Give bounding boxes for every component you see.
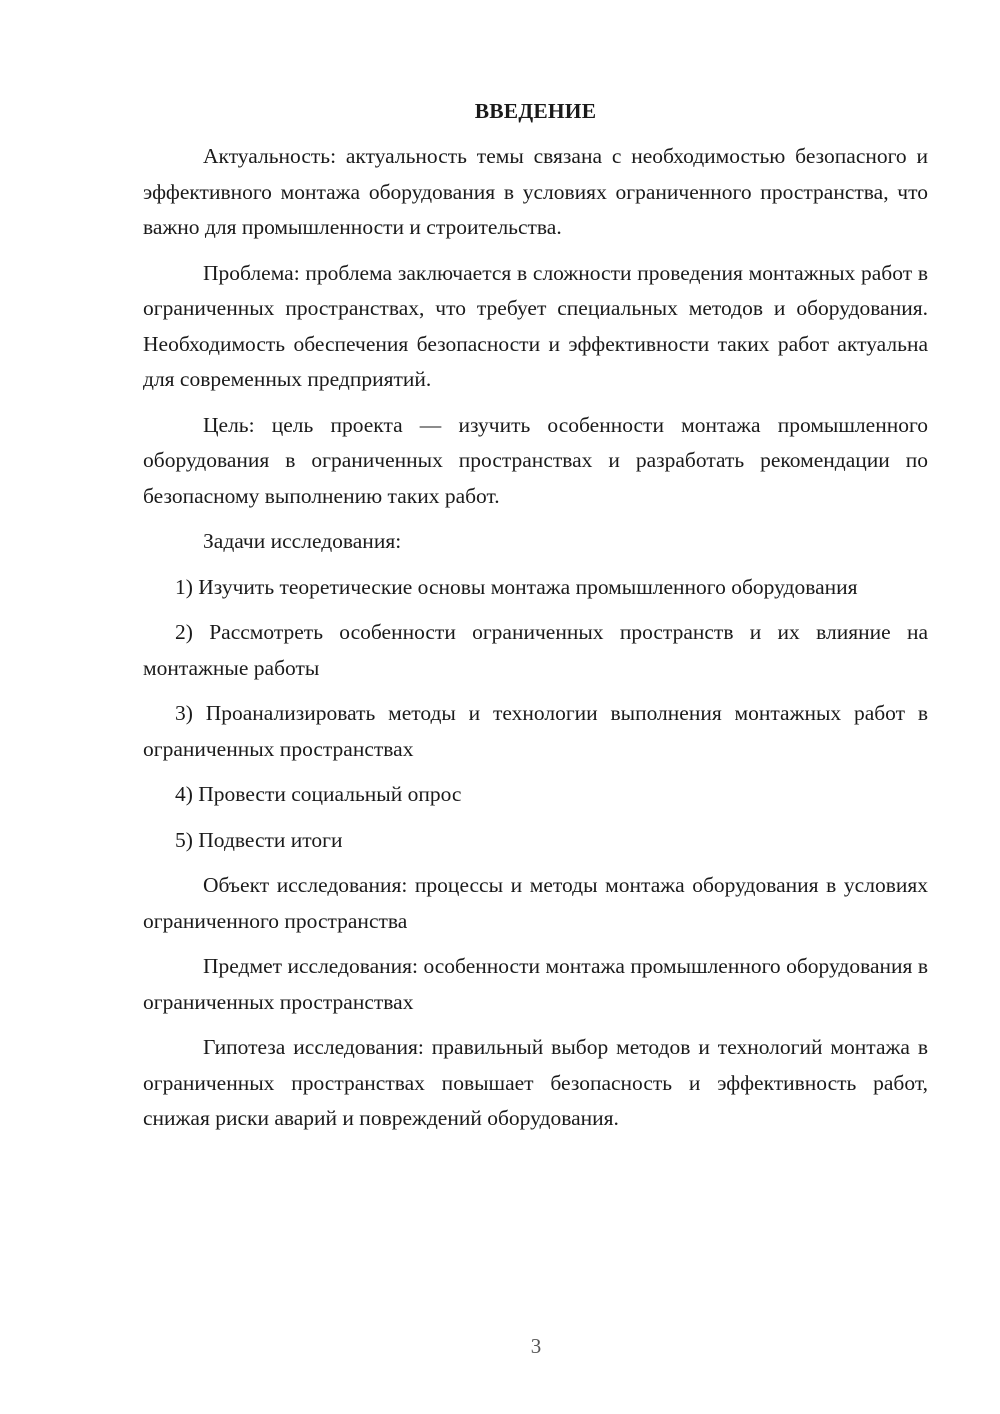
section-title: ВВЕДЕНИЕ: [474, 99, 597, 123]
page-number: 3: [530, 1334, 542, 1358]
tasks-heading: Задачи исследования:: [203, 529, 402, 553]
paragraph-goal: Цель: цель проекта — изучить особенности монтажа промышленного оборудования в ограниченных пространствах и разработать рекомендации по безопасному выполнению таких работ.: [143, 412, 928, 508]
paragraph-relevance: Актуальность: актуальность темы связана с необходимостью безопасного и эффективного монтажа оборудования в условиях ограниченного пространства, что важно для промышленности и строительства.: [143, 144, 928, 239]
paragraph-hypothesis: Гипотеза исследования: правильный выбор методов и технологий монтажа в ограниченных пространствах повышает безопасность и эффективность работ, снижая риски аварий и повреждений оборудования.: [143, 1035, 928, 1130]
paragraph-subject: Предмет исследования: особенности монтажа промышленного оборудования в ограниченных пространствах: [143, 954, 928, 1014]
task-item-3: 3) Проанализировать методы и технологии выполнения монтажных работ в ограниченных пространствах: [143, 701, 928, 761]
paragraph-object: Объект исследования: процессы и методы монтажа оборудования в условиях ограниченного пространства: [143, 873, 928, 933]
task-item-4: 4) Провести социальный опрос: [175, 782, 462, 806]
paragraph-problem: Проблема: проблема заключается в сложности проведения монтажных работ в ограниченных пространствах, что требует специальных методов и оборудования. Необходимость обеспечения безопасности и эффективности таких работ актуальна для современных предприятий.: [143, 260, 928, 391]
task-item-5: 5) Подвести итоги: [175, 827, 343, 852]
task-item-2: 2) Рассмотреть особенности ограниченных пространств и их влияние на монтажные работы: [143, 620, 928, 680]
task-item-1: 1) Изучить теоретические основы монтажа промышленного оборудования: [175, 574, 858, 599]
page-content: [143, 96, 928, 1137]
